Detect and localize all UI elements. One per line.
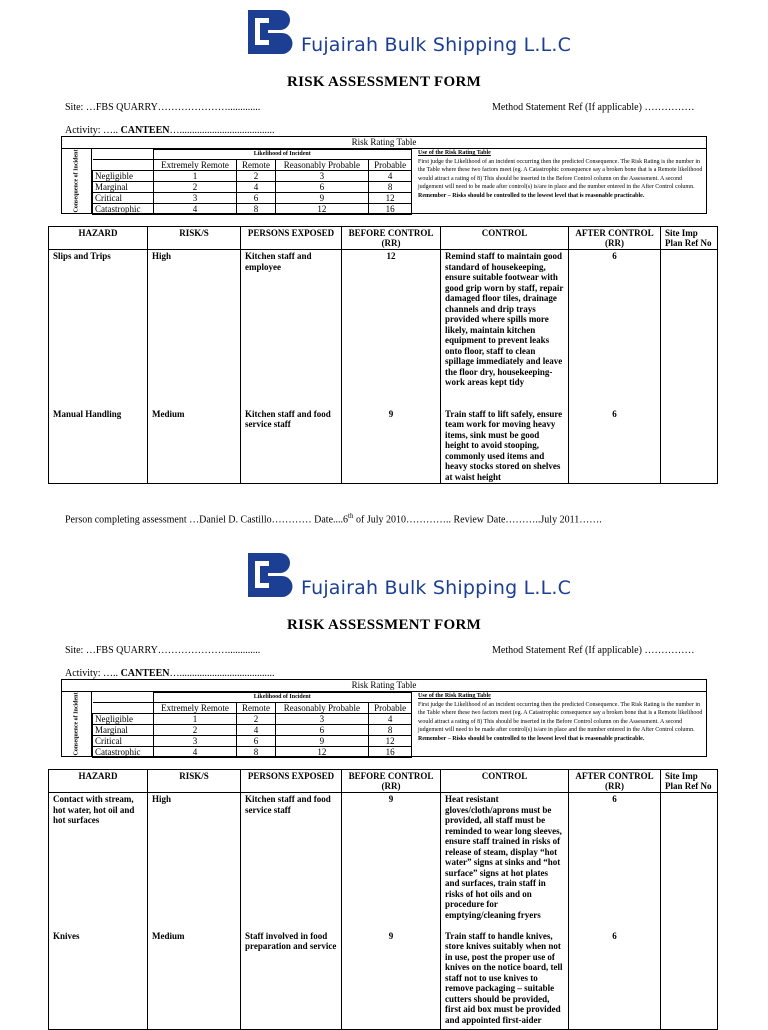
likelihood-label: Likelihood of Incident [153,693,412,703]
method-statement-line: Method Statement Ref (If applicable) …………… [492,645,695,656]
likelihood-header: Probable [369,160,412,171]
site-imp-plan-cell [661,408,718,484]
site-imp-plan-cell [661,793,718,930]
header-hazard: HAZARD [49,770,148,793]
consequence-row-label: Critical [93,193,154,204]
risk-cell: High [148,250,241,408]
after-control-cell: 6 [569,408,661,484]
header-risks: RISK/S [148,770,241,793]
risk-cell: Medium [148,408,241,484]
consequence-row-label: Catastrophic [93,747,154,758]
persons-cell: Kitchen staff and food service staff [241,793,342,930]
likelihood-header: Extremely Remote [153,160,237,171]
hazard-cell: Knives [49,930,148,1030]
likelihood-header: Reasonably Probable [275,703,369,714]
activity-line: Activity: ….. CANTEEN…...................................... [65,125,275,136]
header-before-control: BEFORE CONTROL (RR) [342,227,441,250]
persons-cell: Kitchen staff and food service staff [241,408,342,484]
risk-rating-instructions: Use of the Risk Rating Table First judge the Likelihood of an incident occurring then the predicted Consequence. The Risk Rating is the number in the Table where these two factors meet (eg. A Catastrophic consequence say a broken bone that is a Remote likelihood would attract a rating of 8) This should be inserted in the Before Control column on the Assessment. A second judgement will need to be made after control(s) is/are in place and the number entered in the After Control column. Remember – Risks should be controlled to the lowest level that is reasonable practicable. [418,693,703,742]
site-imp-plan-cell [661,250,718,408]
risk-rating-title: Risk Rating Table [62,680,706,692]
consequence-axis: Consequence of Incident [62,692,92,756]
header-after-control: AFTER CONTROL (RR) [569,770,661,793]
hazard-cell: Contact with stream, hot water, hot oil and hot surfaces [49,793,148,930]
control-cell: Train staff to handle knives, store knives suitably when not in use, post the proper use of knives on the notice board, tell staff not to use knives to remove packaging – suitable cutters should be provided, first aid box must be provided and appointed first-aider [441,930,569,1030]
likelihood-header: Extremely Remote [153,703,237,714]
table-row [49,930,718,1030]
assessment-footer: Person completing assessment …Daniel D. Castillo………… Date....6th of July 2010………….. Review Date………..July 2011……. [65,512,602,526]
table-row [49,793,718,930]
header-hazard: HAZARD [49,227,148,250]
site-line: Site: …FBS QUARRY…………………............. [65,102,261,113]
before-control-cell: 9 [342,930,441,1030]
after-control-cell: 6 [569,793,661,930]
risk-cell: Medium [148,930,241,1030]
consequence-row-label: Negligible [93,171,154,182]
hazard-table [48,769,718,1030]
site-line: Site: …FBS QUARRY…………………............. [65,645,261,656]
header-control: CONTROL [441,770,569,793]
hazard-cell: Slips and Trips [49,250,148,408]
likelihood-header: Remote [237,160,275,171]
header-after-control: AFTER CONTROL (RR) [569,227,661,250]
likelihood-header: Probable [369,703,412,714]
before-control-cell: 12 [342,250,441,408]
header-control: CONTROL [441,227,569,250]
risk-rating-table [61,136,707,214]
consequence-row-label: Catastrophic [93,204,154,215]
activity-value: CANTEEN [120,668,170,679]
risk-rating-instructions: Use of the Risk Rating Table First judge the Likelihood of an incident occurring then the predicted Consequence. The Risk Rating is the number in the Table where these two factors meet (eg. A Catastrophic consequence say a broken bone that is a Remote likelihood would attract a rating of 8) This should be inserted in the Before Control column on the Assessment. A second judgement will need to be made after control(s) is/are in place and the number entered in the After Control column. Remember – Risks should be controlled to the lowest level that is reasonable practicable. [418,150,703,199]
site-imp-plan-cell [661,930,718,1030]
fbs-logo-icon [248,10,294,54]
company-name: Fujairah Bulk Shipping L.L.C [301,577,572,599]
hazard-table [48,226,718,484]
consequence-row-label: Negligible [93,714,154,725]
table-row [49,408,718,484]
header-risks: RISK/S [148,227,241,250]
before-control-cell: 9 [342,793,441,930]
risk-matrix: Likelihood of Incident Extremely Remote Remote Reasonably Probable Probable Negligible 1 2 3 4 Marginal 2 4 6 8 Critical 3 6 9 12 Catastrophic 4 8 12 16 [92,692,412,758]
persons-cell: Staff involved in food preparation and service [241,930,342,1030]
likelihood-header: Remote [237,703,275,714]
before-control-cell: 9 [342,408,441,484]
risk-rating-title: Risk Rating Table [62,137,706,149]
consequence-row-label: Marginal [93,725,154,736]
header-before-control: BEFORE CONTROL (RR) [342,770,441,793]
likelihood-label: Likelihood of Incident [153,150,412,160]
risk-matrix: Likelihood of Incident Extremely Remote Remote Reasonably Probable Probable Negligible 1 2 3 4 Marginal 2 4 6 8 Critical 3 6 9 12 Catastrophic 4 8 12 16 [92,149,412,215]
after-control-cell: 6 [569,250,661,408]
form-title: RISK ASSESSMENT FORM [286,617,482,633]
likelihood-header: Reasonably Probable [275,160,369,171]
fbs-logo-icon [248,553,294,597]
consequence-row-label: Critical [93,736,154,747]
form-title: RISK ASSESSMENT FORM [286,74,482,90]
control-cell: Remind staff to maintain good standard of housekeeping, ensure suitable footwear with good grip worn by staff, repair damaged floor tiles, drainage channels and drip trays provided where spills more likely, maintain kitchen equipment to prevent leaks onto floor, staff to clean spillage immediately and leave the floor dry, housekeeping-work areas kept tidy [441,250,569,408]
header-persons-exposed: PERSONS EXPOSED [241,770,342,793]
table-row [49,250,718,408]
activity-line: Activity: ….. CANTEEN…...................................... [65,668,275,679]
risk-cell: High [148,793,241,930]
control-cell: Train staff to lift safely, ensure team work for moving heavy items, sink must be good height to avoid stooping, commonly used items and heavy stocks stored on shelves at waist height [441,408,569,484]
header-site-imp-plan: Site Imp Plan Ref No [661,770,718,793]
method-statement-line: Method Statement Ref (If applicable) …………… [492,102,695,113]
header-site-imp-plan: Site Imp Plan Ref No [661,227,718,250]
persons-cell: Kitchen staff and employee [241,250,342,408]
company-name: Fujairah Bulk Shipping L.L.C [301,34,572,56]
activity-value: CANTEEN [120,125,170,136]
hazard-cell: Manual Handling [49,408,148,484]
after-control-cell: 6 [569,930,661,1030]
risk-rating-table [61,679,707,757]
control-cell: Heat resistant gloves/cloth/aprons must be provided, all staff must be reminded to wear long sleeves, ensure staff trained in risks of release of steam, display “hot water” signs at sinks and “hot surface” signs at hot plates and surfaces, train staff in risks of hot oils and on procedure for emptying/cleaning fryers [441,793,569,930]
consequence-axis: Consequence of Incident [62,149,92,213]
header-persons-exposed: PERSONS EXPOSED [241,227,342,250]
consequence-row-label: Marginal [93,182,154,193]
